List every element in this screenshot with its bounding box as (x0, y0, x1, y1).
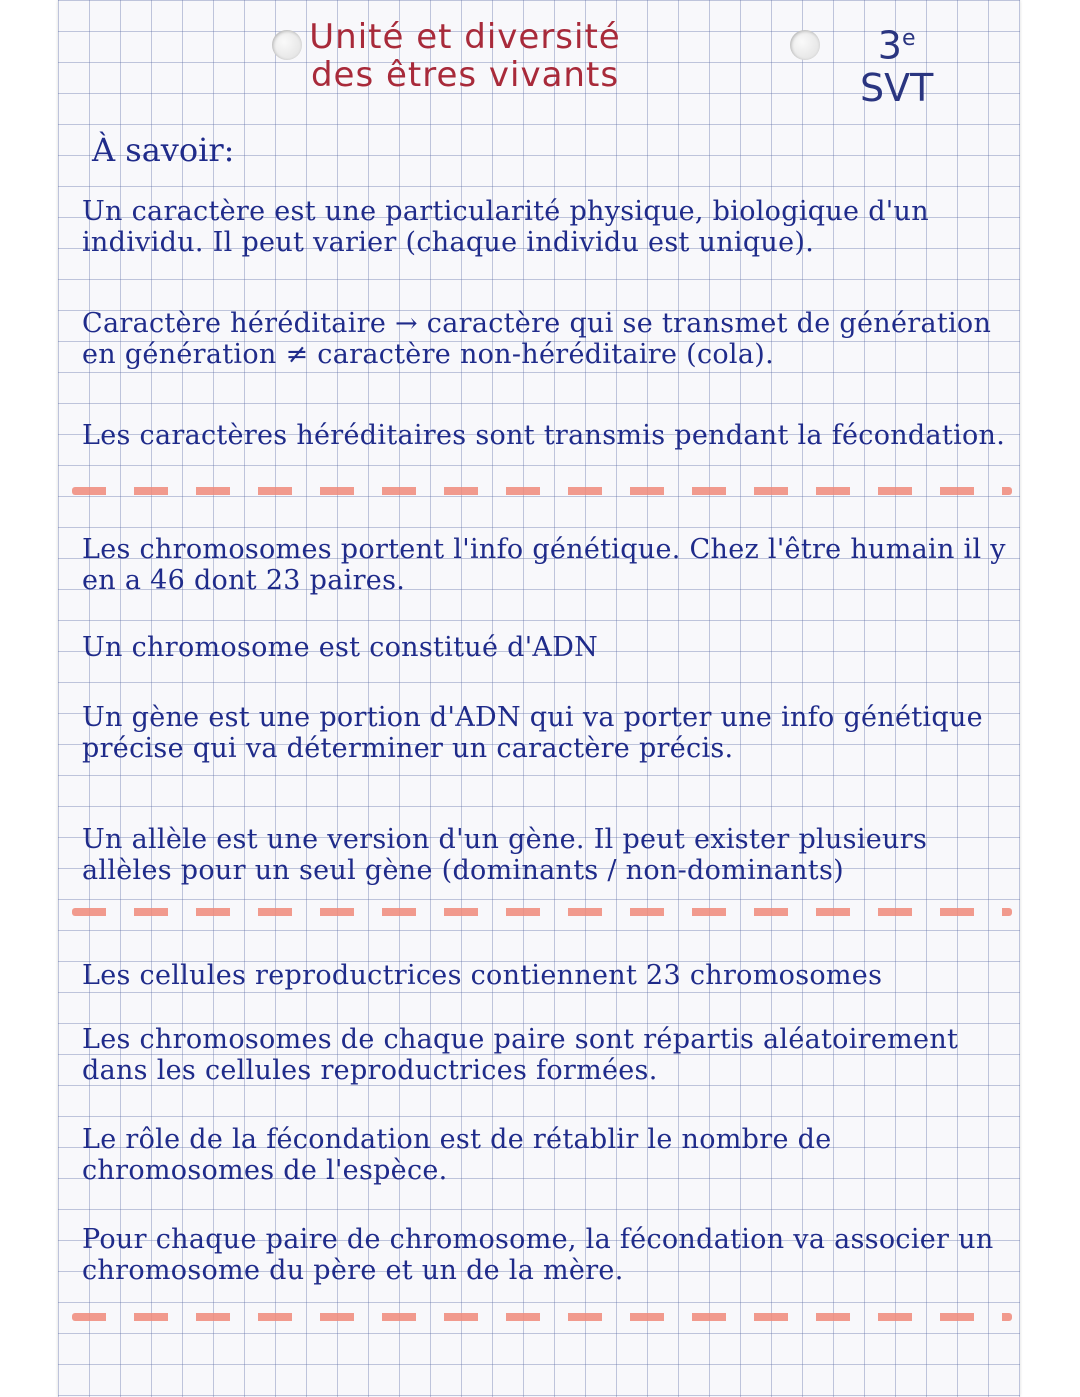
paragraph-allele: Un allèle est une version d'un gène. Il peut exister plusieurs allèles pour un seul gène (dominants / non-dominants) (82, 824, 928, 886)
divider-3 (72, 1313, 1012, 1321)
title-line-2: des êtres vivants (310, 55, 620, 95)
page-title (250, 18, 680, 94)
paragraph-chromosomes: Les chromosomes portent l'info génétique. Chez l'être humain il y en a 46 dont 23 paires. (82, 534, 1006, 596)
paragraph-hereditaire: Caractère héréditaire → caractère qui se transmet de génération en génération ≠ caractère non-héréditaire (cola). (82, 308, 992, 370)
section-heading: À savoir: (92, 131, 235, 169)
paragraph-transmission: Les caractères héréditaires sont transmis pendant la fécondation. (82, 420, 1006, 451)
divider-1 (72, 487, 1012, 495)
paragraph-adn: Un chromosome est constitué d'ADN (82, 632, 599, 663)
subject-label: SVT (860, 65, 934, 110)
punch-hole-right (790, 30, 820, 60)
paragraph-repartition: Les chromosomes de chaque paire sont répartis aléatoirement dans les cellules reproductrices formées. (82, 1024, 959, 1086)
paragraph-cellules: Les cellules reproductrices contiennent 23 chromosomes (82, 960, 883, 991)
paragraph-fecondation: Le rôle de la fécondation est de rétablir le nombre de chromosomes de l'espèce. (82, 1124, 832, 1186)
paragraph-paire: Pour chaque paire de chromosome, la fécondation va associer un chromosome du père et un de la mère. (82, 1224, 994, 1286)
divider-2 (72, 908, 1012, 916)
title-line-1: Unité et diversité (309, 17, 621, 57)
paragraph-caractere: Un caractère est une particularité physique, biologique d'un individu. Il peut varier (chaque individu est unique). (82, 196, 929, 258)
grade-subject (860, 18, 933, 109)
paragraph-gene: Un gène est une portion d'ADN qui va porter une info génétique précise qui va déterminer un caractère précis. (82, 702, 983, 764)
grade-suffix: e (901, 26, 916, 51)
grade-level: 3 (877, 23, 902, 68)
